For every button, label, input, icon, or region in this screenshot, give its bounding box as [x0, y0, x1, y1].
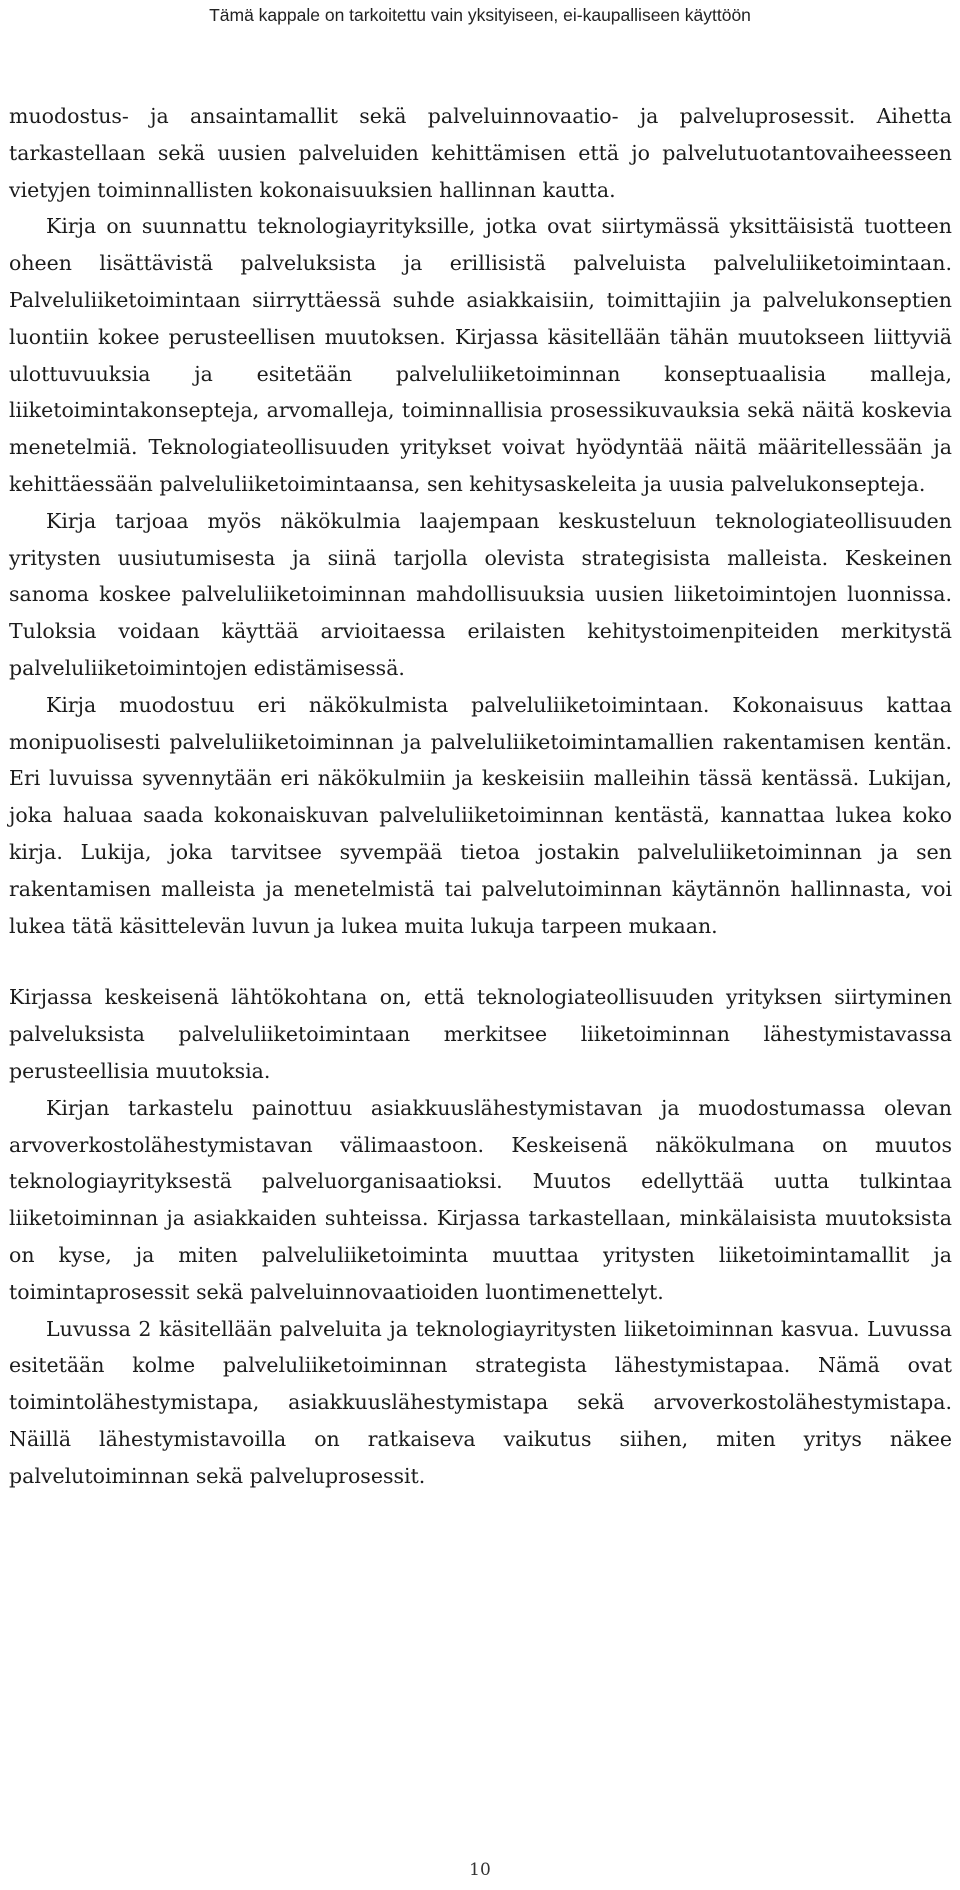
page-number: 10: [469, 1860, 491, 1880]
paragraph-target-audience: Kirja on suunnattu teknologiayrityksille, jotka ovat siirtymässä yksittäisistä tuotteen oheen lisättävistä palveluksista ja erillisistä palveluista palveluliiketoimintaan. Palveluliiketoimintaan siirryttäessä suhde asiakkaisiin, toimittajiin ja palvelukonseptien luontiin kokee perusteellisen muutoksen. Kirjassa käsitellään tähän muutokseen liittyviä ulottuvuuksia ja esitetään palveluliiketoiminnan konseptuaalisia malleja, liiketoimintakonsepteja, arvomalleja, toiminnallisia prosessikuvauksia sekä näitä koskevia menetelmiä. Teknologiateollisuuden yritykset voivat hyödyntää näitä määritellessään ja kehittäessään palveluliiketoimintaansa, sen kehitysaskeleita ja uusia palvelukonsepteja.: [9, 214, 952, 496]
paragraph-chapter-2: Luvussa 2 käsitellään palveluita ja teknologiayritysten liiketoiminnan kasvua. Luvussa esitetään kolme palveluliiketoiminnan strategista lähestymistapaa. Nämä ovat toimintolähestymistapa, asiakkuuslähestymistapa sekä arvoverkostolähestymistapa. Näillä lähestymistavoilla on ratkaiseva vaikutus siihen, miten yritys näkee palvelutoiminnan sekä palveluprosessit.: [9, 1316, 952, 1488]
paragraph-focus: Kirjan tarkastelu painottuu asiakkuuslähestymistavan ja muodostumassa olevan arvoverkostolähestymistavan välimaastoon. Keskeisenä näkökulmana on muutos teknologiayrityksestä palveluorganisaatioksi. Muutos edellyttää uutta tulkintaa liiketoiminnan ja asiakkaiden suhteissa. Kirjassa tarkastellaan, minkälaisista muutoksista on kyse, ja miten palveluliiketoiminta muuttaa yritysten liiketoimintamallit ja toimintaprosessit sekä palveluinnovaatioiden luontimenettelyt.: [9, 1095, 952, 1304]
paragraph-perspectives: Kirja tarjoaa myös näkökulmia laajempaan keskusteluun teknologiateollisuuden yritysten uusiutumisesta ja siinä tarjolla olevista strategisista malleista. Keskeinen sanoma koskee palveluliiketoiminnan mahdollisuuksia uusien liiketoimintojen luonnissa. Tuloksia voidaan käyttää arvioitaessa erilaisten kehitystoimenpiteiden merkitystä palveluliiketoimintojen edistämisessä.: [9, 508, 952, 680]
paragraph-continuation: muodostus- ja ansaintamallit sekä palveluinnovaatio- ja palveluprosessit. Aihetta tarkastellaan sekä uusien palveluiden kehittämisen että jo palvelutuotantovaiheesseen vietyjen toiminnallisten kokonaisuuksien hallinnan kautta.: [9, 104, 952, 202]
paragraph-book-structure: Kirja muodostuu eri näkökulmista palveluliiketoimintaan. Kokonaisuus kattaa monipuolisesti palveluliiketoiminnan ja palveluliiketoimintamallien rakentamisen kentän. Eri luvuissa syvennytään eri näkökulmiin ja keskeisiin malleihin tässä kentässä. Lukijan, joka haluaa saada kokonaiskuvan palveluliiketoiminnan kentästä, kannattaa lukea koko kirja. Lukija, joka tarvitsee syvempää tietoa jostakin palveluliiketoiminnan ja sen rakentamisen malleista ja menetelmistä tai palvelutoiminnan käytännön hallinnasta, voi lukea tätä käsittelevän luvun ja lukea muita lukuja tarpeen mukaan.: [9, 692, 952, 938]
paragraph-starting-point: Kirjassa keskeisenä lähtökohtana on, että teknologiateollisuuden yrityksen siirtyminen palveluksista palveluliiketoimintaan merkitsee liiketoiminnan lähestymistavassa perusteellisia muutoksia.: [9, 985, 952, 1083]
copyright-notice-header: Tämä kappale on tarkoitettu vain yksityiseen, ei-kaupalliseen käyttöön: [209, 5, 751, 25]
page-body-text: [9, 98, 952, 1494]
